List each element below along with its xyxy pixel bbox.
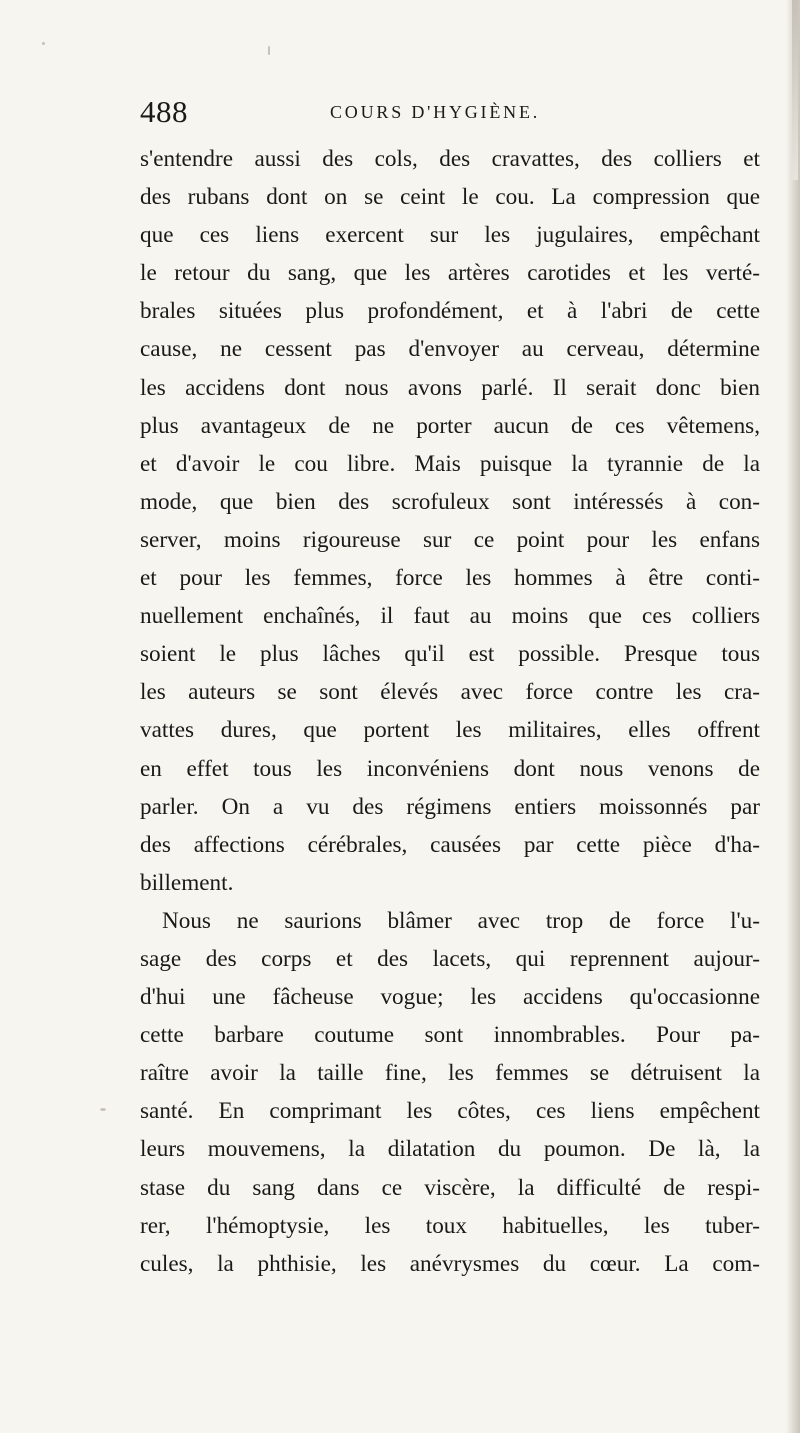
text-line: cette barbare coutume sont innombrables. Pour pa- (140, 1022, 760, 1049)
text-line: le retour du sang, que les artères carotides et les verté- (140, 260, 760, 287)
text-line: cules, la phthisie, les anévrysmes du cœur. La com- (140, 1250, 760, 1277)
text-line: mode, que bien des scrofuleux sont intéressés à con- (140, 488, 760, 515)
text-line-paragraph-end: billement. (140, 869, 234, 896)
text-line: les accidens dont nous avons parlé. Il serait donc bien (140, 374, 760, 401)
text-line: leurs mouvemens, la dilatation du poumon. De là, la (140, 1136, 760, 1163)
text-line: les auteurs se sont élevés avec force contre les cra- (140, 679, 760, 706)
ink-speck (100, 1108, 106, 1111)
main-text (140, 140, 760, 1283)
ink-speck (42, 42, 45, 45)
text-line: d'hui une fâcheuse vogue; les accidens qu'occasionne (140, 984, 760, 1011)
text-line: s'entendre aussi des cols, des cravattes, des colliers et (140, 146, 760, 172)
page-number: 488 (140, 94, 188, 129)
text-line: parler. On a vu des régimens entiers moissonnés par (140, 793, 760, 820)
text-line: plus avantageux de ne porter aucun de ces vêtemens, (140, 412, 760, 439)
text-line: des rubans dont on se ceint le cou. La compression que (140, 184, 760, 211)
text-line: vattes dures, que portent les militaires, elles offrent (140, 717, 760, 744)
text-line: et pour les femmes, force les hommes à être conti- (140, 565, 760, 592)
text-line: server, moins rigoureuse sur ce point pour les enfans (140, 526, 760, 553)
running-head: COURS D'HYGIÈNE. (330, 102, 541, 122)
text-line: brales situées plus profondément, et à l'abri de cette (140, 298, 760, 325)
text-line: des affections cérébrales, causées par cette pièce d'ha- (140, 831, 760, 858)
text-line: et d'avoir le cou libre. Mais puisque la tyrannie de la (140, 450, 760, 477)
text-line: raître avoir la taille fine, les femmes se détruisent la (140, 1060, 760, 1087)
ink-speck (268, 46, 270, 55)
text-line-paragraph-start: Nous ne saurions blâmer avec trop de force l'u- (162, 907, 760, 934)
text-line: en effet tous les inconvéniens dont nous venons de (140, 755, 760, 782)
page-edge-shadow (786, 0, 800, 1433)
text-line: rer, l'hémoptysie, les toux habituelles, les tuber- (140, 1212, 760, 1239)
text-line: santé. En comprimant les côtes, ces liens empêchent (140, 1098, 760, 1125)
page-header (140, 92, 760, 132)
text-line: nuellement enchaînés, il faut au moins que ces colliers (140, 603, 760, 630)
text-line: que ces liens exercent sur les jugulaires, empêchant (140, 222, 760, 249)
text-line: cause, ne cessent pas d'envoyer au cerveau, détermine (140, 336, 760, 363)
text-line: sage des corps et des lacets, qui reprennent aujour- (140, 945, 760, 972)
text-line: soient le plus lâches qu'il est possible. Presque tous (140, 641, 760, 668)
text-line: stase du sang dans ce viscère, la difficulté de respi- (140, 1174, 760, 1201)
